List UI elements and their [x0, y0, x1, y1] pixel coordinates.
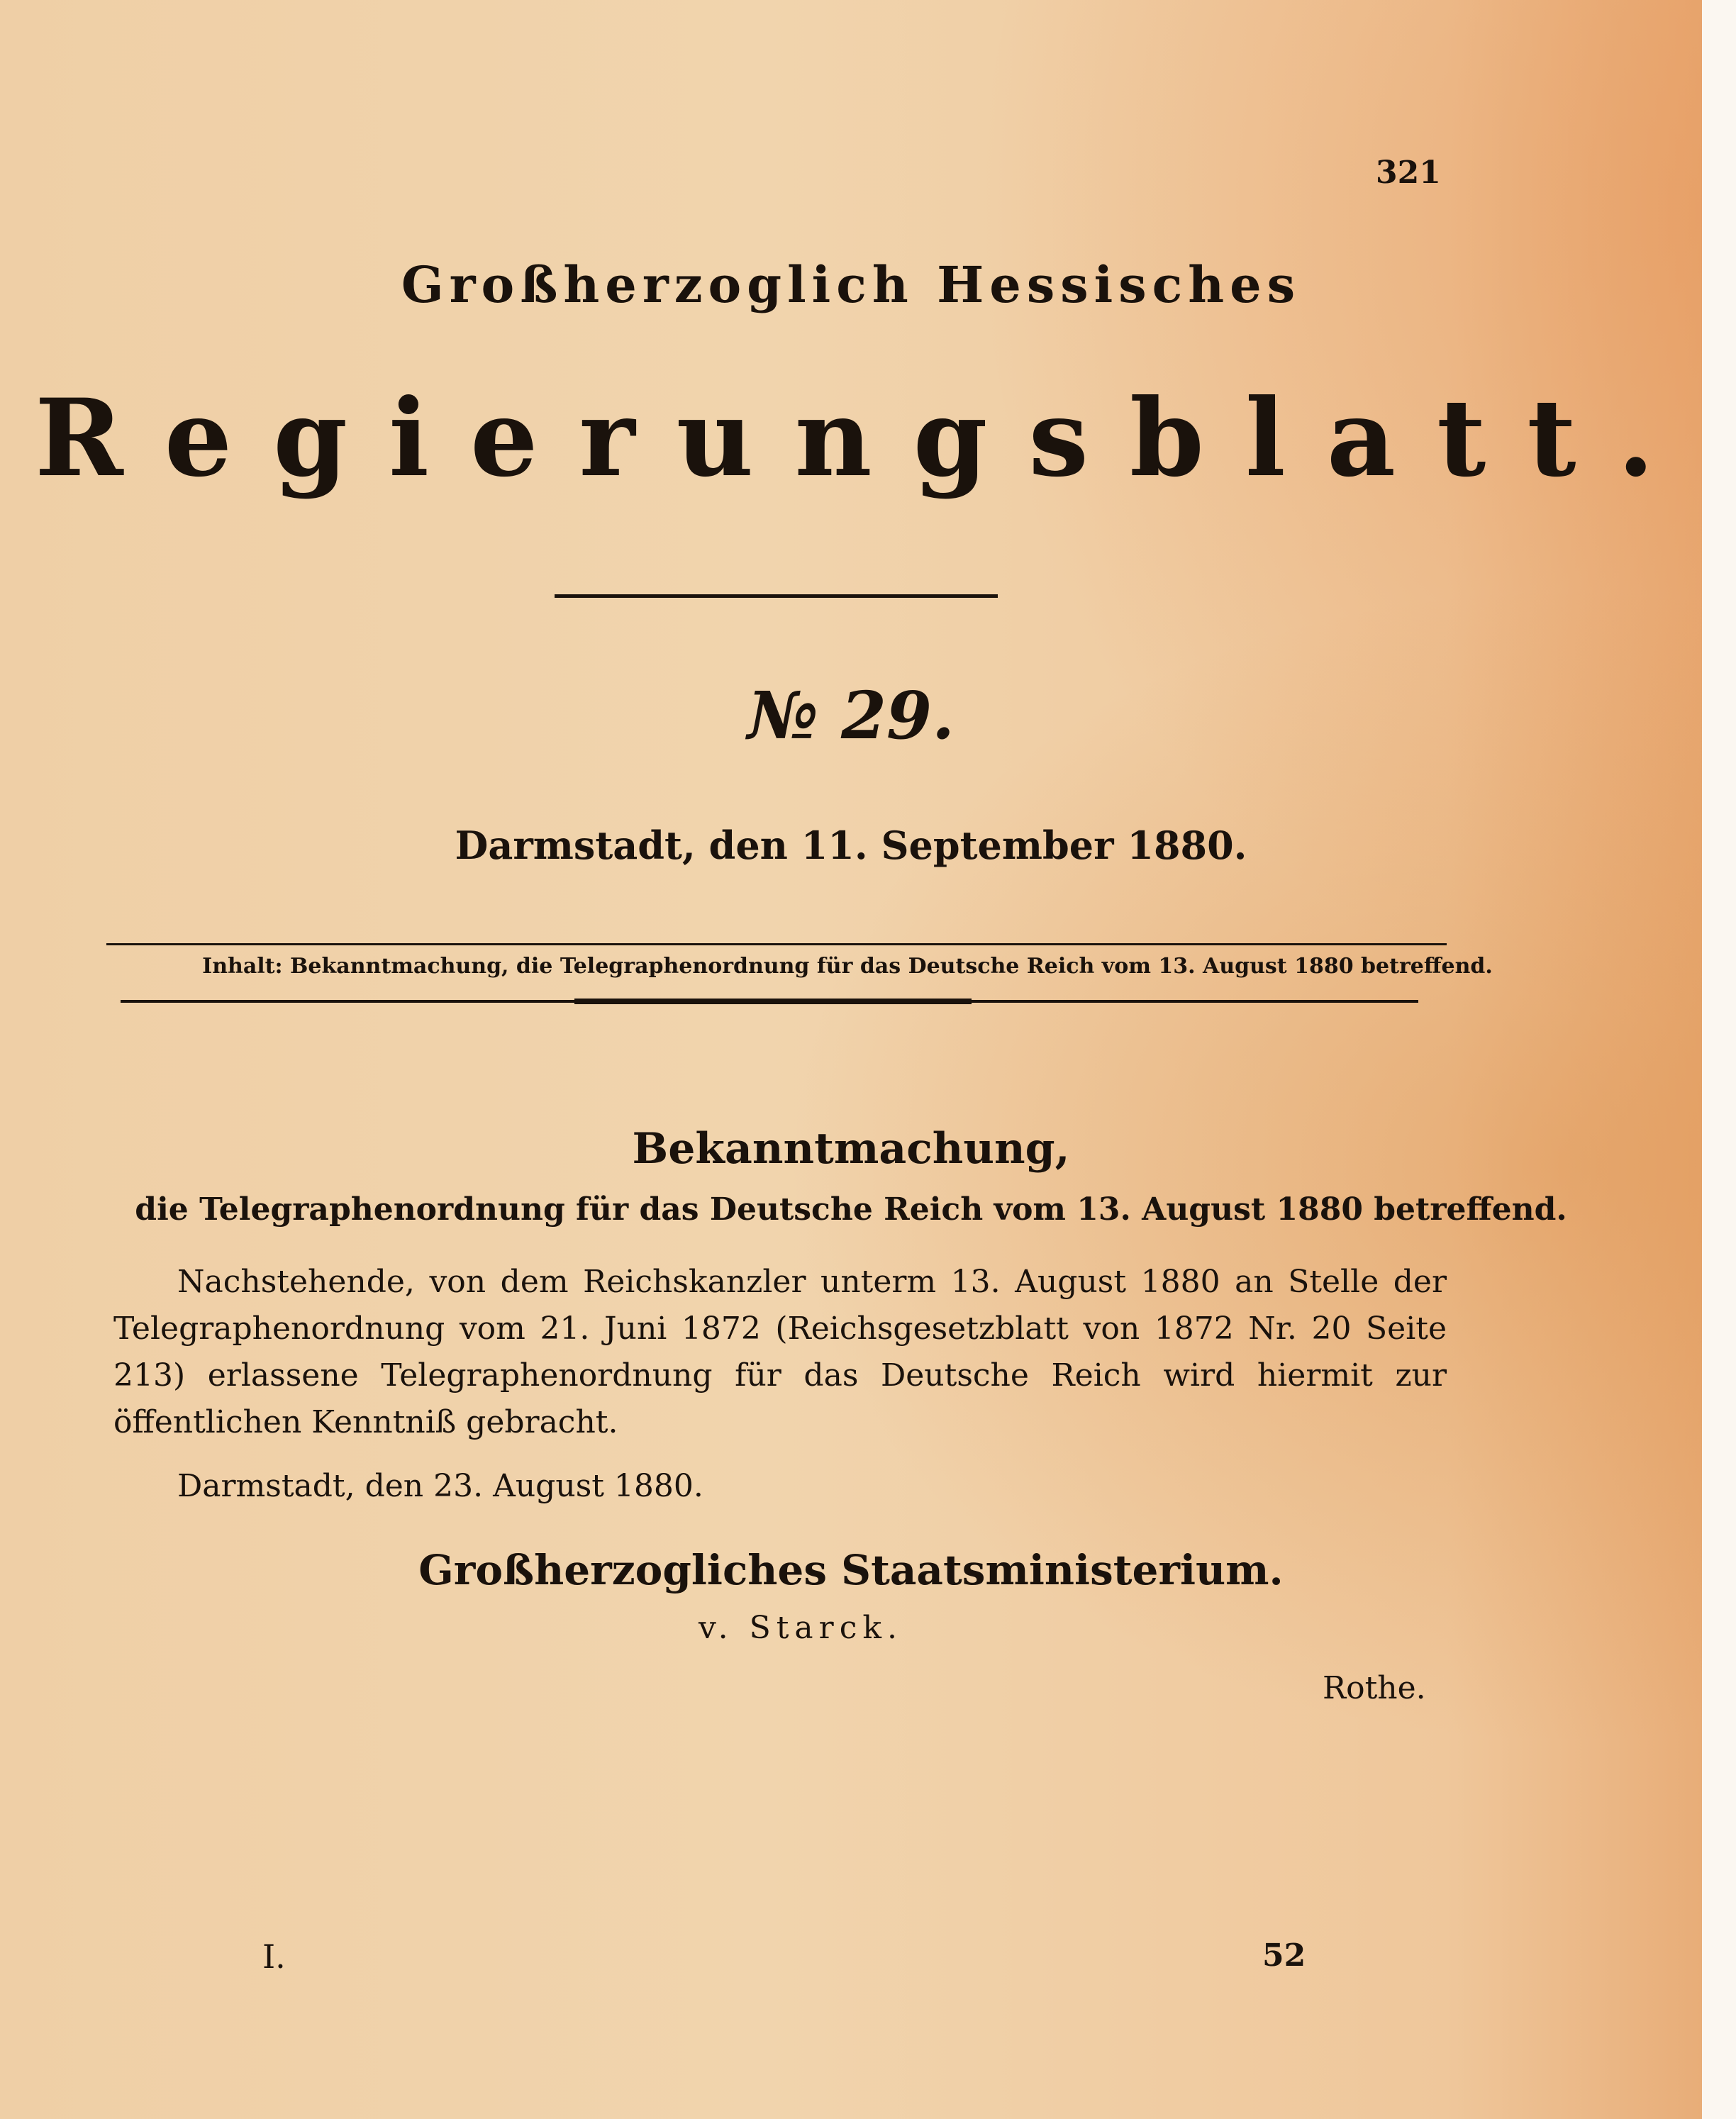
notice-subtitle: die Telegraphenordnung für das Deutsche Reich vom 13. August 1880 betreffend.	[135, 1191, 1567, 1228]
scan-edge	[1702, 0, 1736, 2119]
gazette-title: Regierungsblatt.	[35, 376, 1696, 501]
issue-number: № 29.	[747, 677, 955, 754]
signing-place-date: Darmstadt, den 23. August 1880.	[177, 1468, 703, 1504]
ministry-name: Großherzogliches Staatsministerium.	[418, 1546, 1284, 1594]
signatory-rothe: Rothe.	[1323, 1670, 1426, 1706]
contents-line: Inhalt: Bekanntmachung, die Telegraphenordnung für das Deutsche Reich vom 13. August 1880 betreffend.	[202, 954, 1493, 979]
header-line1: Großherzoglich Hessisches	[401, 255, 1301, 314]
dateline: Darmstadt, den 11. September 1880.	[455, 823, 1247, 868]
footer-sheet-number: 52	[1262, 1937, 1306, 1974]
contents-bottom-rule-thick	[574, 999, 972, 1004]
contents-top-rule	[106, 943, 1447, 945]
title-divider	[555, 594, 998, 598]
notice-body: Nachstehende, von dem Reichskanzler unterm 13. August 1880 an Stelle der Telegraphenordnung vom 21. Juni 1872 (Reichsgesetzblatt von 1872 Nr. 20 Seite 213) erlassene Telegraphenordnung für das Deutsche Reich wird hiermit zur öffentlichen Kenntniß gebracht.	[113, 1264, 1447, 1440]
page-number: 321	[1376, 155, 1441, 191]
notice-title: Bekanntmachung,	[632, 1124, 1070, 1174]
signatory-starck: v. Starck.	[699, 1610, 903, 1646]
footer-signature-mark: I.	[262, 1937, 286, 1976]
